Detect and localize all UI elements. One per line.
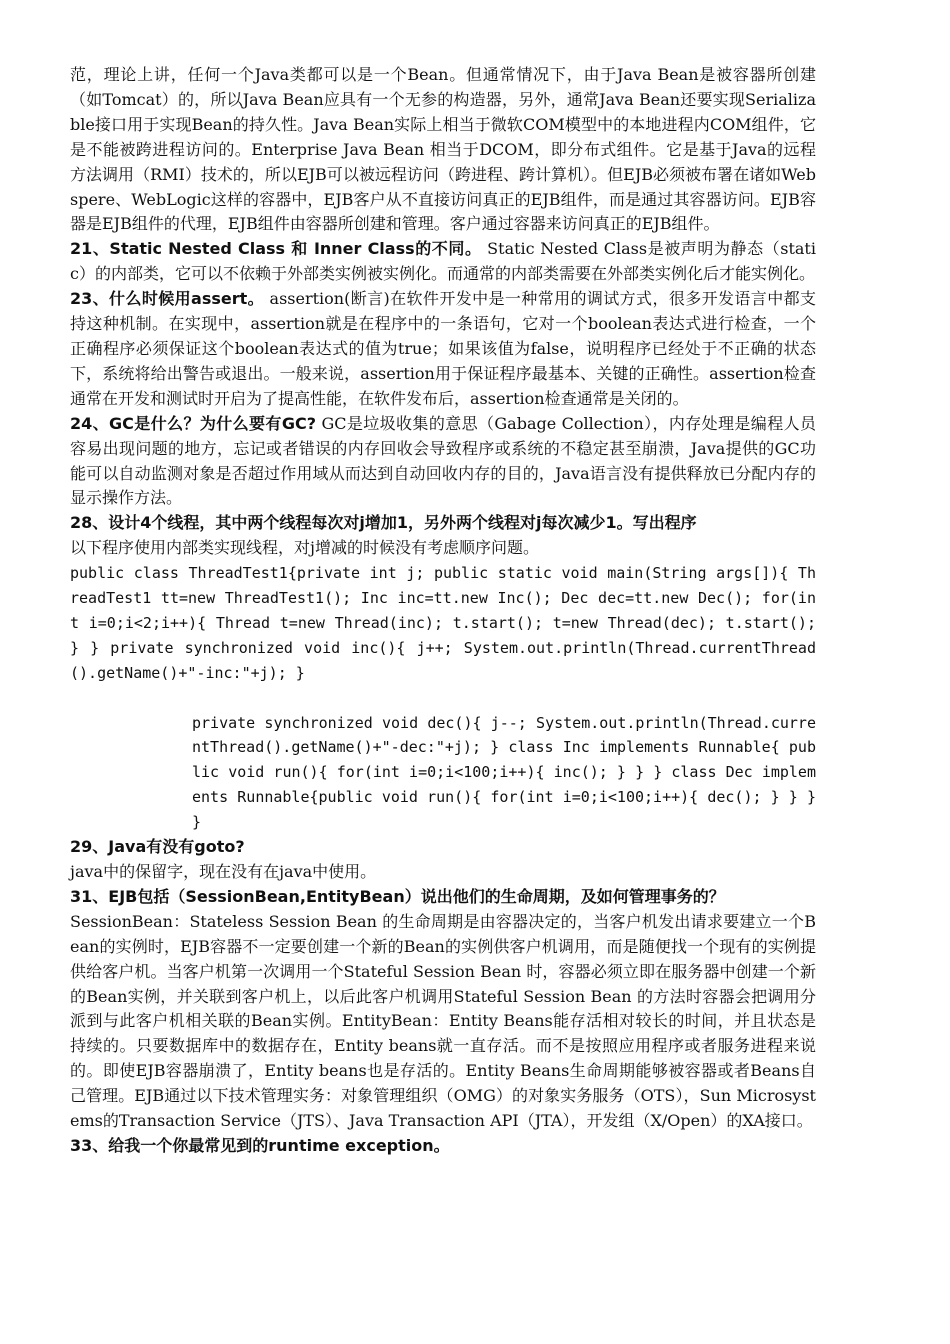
question-heading-23: 23、什么时候用assert。: [70, 289, 265, 309]
question-heading-24: 24、GC是什么？为什么要有GC?: [70, 413, 316, 433]
section-q23: [70, 287, 816, 412]
section-q21: [70, 237, 816, 287]
paragraph-ejb-intro: 范，理论上讲，任何一个Java类都可以是一个Bean。但通常情况下，由于Java Bean是被容器所创建（如Tomcat）的，所以Java Bean应具有一个无参的构造器，另外，通常Java Bean还要实现Serializable接口用于实现Bean的持久性。Java Bean实际上相当于微软COM模型中的本地进程内COM组件，它是不能被跨进程访问的。Enterprise Java Bean 相当于DCOM，即分布式组件。它是基于Java的远程方法调用（RMI）技术的，所以EJB可以被远程访问（跨进程、跨计算机）。但EJB必须被布署在诸如Webspere、WebLogic这样的容器中，EJB客户从不直接访问真正的EJB组件，而是通过其容器访问。EJB容器是EJB组件的代理，EJB组件由容器所创建和管理。客户通过容器来访问真正的EJB组件。: [70, 65, 816, 234]
question-heading-21: 21、Static Nested Class 和 Inner Class的不同。: [70, 239, 482, 259]
code-block-thread-part2: private synchronized void dec(){ j--; System.out.println(Thread.currentThread().getName()+"-dec:"+j); } class Inc implements Runnable{ public void run(){ for(int i=0;i<100;i++){ inc(); } } } class Dec implements Runnable{public void run(){ for(int i=0;i<100;i++){ dec(); } } } }: [192, 713, 816, 832]
question-heading-33: 33、给我一个你最常见到的runtime exception。: [70, 1135, 450, 1155]
answer-text-23: assertion(断言)在软件开发中是一种常用的调试方式，很多开发语言中都支持这种机制。在实现中，assertion就是在程序中的一条语句，它对一个boolean表达式进行检查，一个正确程序必须保证这个boolean表达式的值为true；如果该值为false，说明程序已经处于不正确的状态下，系统将给出警告或退出。一般来说，assertion用于保证程序最基本、关键的正确性。assertion检查通常在开发和测试时开启为了提高性能，在软件发布后，assertion检查通常是关闭的。: [70, 289, 816, 408]
question-heading-31: 31、EJB包括（SessionBean,EntityBean）说出他们的生命周期，及如何管理事务的？: [70, 886, 725, 906]
answer-text-31: SessionBean：Stateless Session Bean 的生命周期是由容器决定的，当客户机发出请求要建立一个Bean的实例时，EJB容器不一定要创建一个新的Bean的实例供客户机调用，而是随便找一个现有的实例提供给客户机。当客户机第一次调用一个Stateful Session Bean 时，容器必须立即在服务器中创建一个新的Bean实例，并关联到客户机上，以后此客户机调用Stateful Session Bean 的方法时容器会把调用分派到与此客户机相关联的Bean实例。EntityBean：Entity Beans能存活相对较长的时间，并且状态是持续的。只要数据库中的数据存在，Entity beans就一直存活。而不是按照应用程序或者服务进程来说的。即使EJB容器崩溃了，Entity beans也是存活的。Entity Beans生命周期能够被容器或者Beans自己管理。EJB通过以下技术管理实务：对象管理组织（OMG）的对象实务服务（OTS），Sun Microsystems的Transaction Service（JTS）、Java Transaction API（JTA），开发组（X/Open）的XA接口。: [70, 911, 816, 1131]
question-heading-28: 28、设计4个线程，其中两个线程每次对j增加1，另外两个线程对j每次减少1。写出程序: [70, 513, 697, 533]
answer-text-24: GC是垃圾收集的意思（Gabage Collection），内存处理是编程人员容易出现问题的地方，忘记或者错误的内存回收会导致程序或系统的不稳定甚至崩溃，Java提供的GC功能可以自动监测对象是否超过作用域从而达到自动回收内存的目的，Java语言没有提供释放已分配内存的显示操作方法。: [70, 413, 816, 508]
answer-intro-28: 以下程序使用内部类实现线程，对j增减的时候没有考虑顺序问题。: [70, 538, 539, 558]
question-heading-29: 29、Java有没有goto?: [70, 837, 245, 857]
answer-text-21: Static Nested Class是被声明为静态（static）的内部类，它可以不依赖于外部类实例被实例化。而通常的内部类需要在外部类实例化后才能实例化。: [70, 239, 816, 284]
section-q24: [70, 412, 816, 512]
answer-text-29: java中的保留字，现在没有在java中使用。: [70, 861, 377, 881]
code-block-thread-part1: public class ThreadTest1{private int j; public static void main(String args[]){ ThreadTest1 tt=new ThreadTest1(); Inc inc=tt.new Inc(); Dec dec=tt.new Dec(); for(int i=0;i<2;i++){ Thread t=new Thread(inc); t.start(); t=new Thread(dec); t.start(); } } private synchronized void inc(){ j++; System.out.println(Thread.currentThread().getName()+"-inc:"+j); }: [70, 564, 816, 682]
document-page: [70, 63, 816, 1159]
